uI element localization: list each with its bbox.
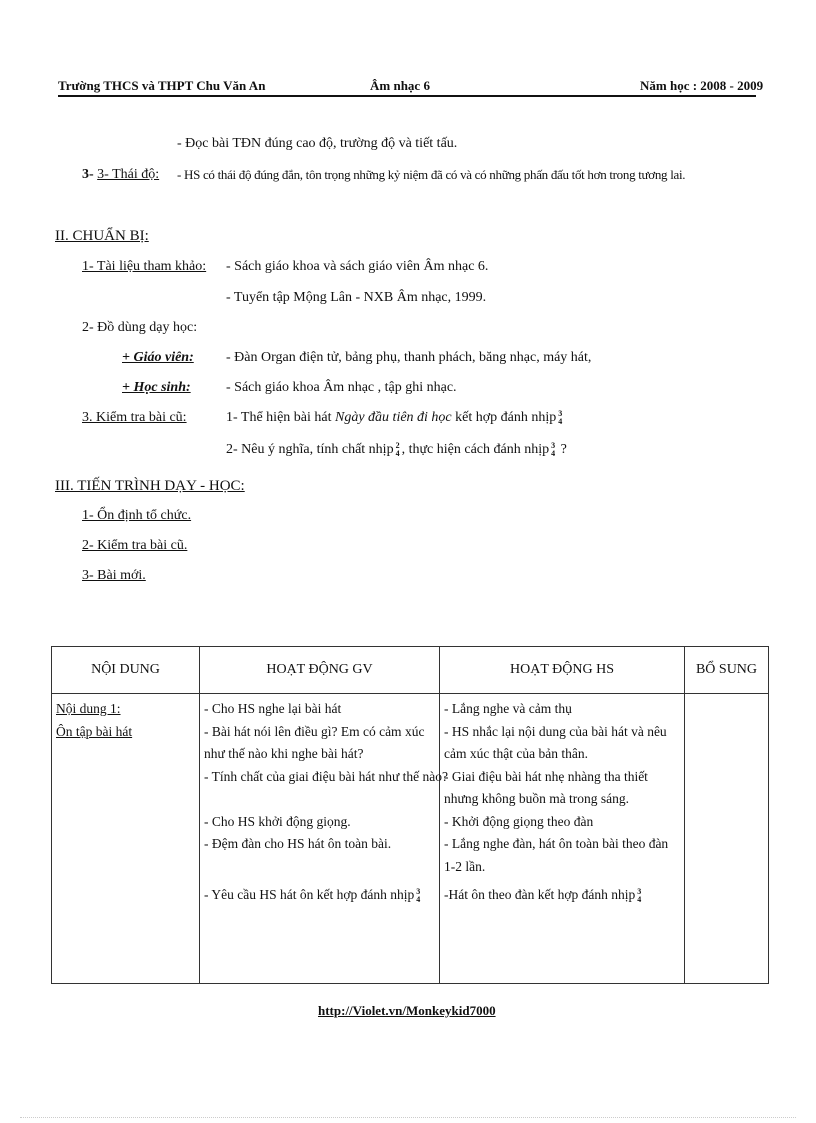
ref-label: 1- Tài liệu tham khảo: — [82, 259, 207, 274]
school-name: Trường THCS và THPT Chu Văn An — [58, 78, 266, 93]
time-signature-3-4: 3 4 — [637, 886, 642, 904]
page-bottom-divider — [20, 1117, 796, 1118]
prep-heading: II. CHUẨN BỊ: — [55, 228, 149, 244]
header-teacher-activity: HOẠT ĐỘNG GV — [200, 647, 440, 694]
process-step-1: 1- Ổn định tổ chức. — [82, 508, 192, 523]
teacher-label: + Giáo viên: — [122, 350, 194, 365]
check-2-mid: , thực hiện cách đánh nhịp — [401, 442, 550, 458]
table-row — [52, 694, 769, 984]
hs-item: - HS nhắc lại nội dung của bài hát và nêu cảm xúc thật của bản thân. — [444, 723, 667, 761]
gv-item: - Tính chất của giai điệu bài hát như thế nào? — [204, 768, 448, 784]
hs-item: - Lắng nghe và cảm thụ — [444, 701, 572, 716]
gv-item: - Cho HS khởi động giọng. — [204, 813, 351, 829]
student-label: + Học sinh: — [122, 380, 191, 395]
check-item-1 — [226, 410, 564, 426]
check-1-pre: 1- Thể hiện bài hát — [226, 410, 335, 426]
footer-link[interactable]: http://Violet.vn/Monkeykid7000 — [318, 1003, 496, 1018]
hs-item-last: -Hát ôn theo đàn kết hợp đánh nhịp 3 4 — [444, 886, 642, 904]
header-student-activity: HOẠT ĐỘNG HS — [440, 647, 685, 694]
hs-item: - Giai điệu bài hát nhẹ nhàng tha thiết nhưng không buồn mà trong sáng. — [444, 768, 648, 806]
time-signature-3-4: 3 4 — [558, 409, 563, 426]
header-content: NỘI DUNG — [52, 647, 200, 694]
time-signature-2-4: 2 4 — [395, 441, 400, 458]
check-label: 3. Kiểm tra bài cũ: — [82, 410, 187, 425]
attitude-text: - HS có thái độ đúng đắn, tôn trọng những kỷ niệm đã có và có những phấn đấu tốt hơn trong tương lai. — [177, 167, 686, 182]
process-step-3: 3- Bài mới. — [82, 568, 146, 583]
notes-cell — [685, 694, 769, 984]
header-divider — [58, 95, 756, 97]
content-title: Nội dung 1: — [56, 701, 121, 716]
attitude-label: 3- 3- Thái độ: — [82, 167, 160, 182]
content-subtitle: Ôn tập bài hát — [56, 723, 133, 739]
hs-item: - Khởi động giọng theo đàn — [444, 813, 594, 829]
time-signature-3-4: 3 4 — [551, 441, 556, 458]
hs-item: - Lắng nghe đàn, hát ôn toàn bài theo đàn 1-2 lần. — [444, 836, 669, 874]
process-step-2: 2- Kiểm tra bài cũ. — [82, 538, 188, 553]
ref-item-2: - Tuyển tập Mộng Lân - NXB Âm nhạc, 1999. — [226, 290, 487, 305]
table-header-row — [52, 647, 769, 694]
ref-item-1: - Sách giáo khoa và sách giáo viên Âm nhạc 6. — [226, 259, 489, 274]
teacher-text: - Đàn Organ điện tử, bảng phụ, thanh phách, băng nhạc, máy hát, — [226, 350, 592, 365]
gv-item: - Cho HS nghe lại bài hát — [204, 701, 342, 716]
header-notes: BỔ SUNG — [685, 647, 769, 694]
lesson-table — [51, 646, 769, 984]
student-text: - Sách giáo khoa Âm nhạc , tập ghi nhạc. — [226, 380, 457, 395]
gv-item: - Đệm đàn cho HS hát ôn toàn bài. — [204, 836, 392, 851]
teacher-activity-cell — [200, 694, 448, 984]
subject-title: Âm nhạc 6 — [370, 78, 430, 93]
content-cell — [52, 694, 200, 984]
attitude-label-text: 3- Thái độ: — [97, 167, 160, 182]
school-year: Năm học : 2008 - 2009 — [640, 78, 764, 93]
student-activity-cell — [440, 694, 685, 984]
check-1-post: kết hợp đánh nhịp — [451, 410, 557, 426]
check-item-2 — [226, 442, 567, 458]
check-2-post: ? — [557, 442, 567, 458]
check-1-song: Ngày đầu tiên đi học — [335, 410, 452, 426]
gv-item-last: - Yêu cầu HS hát ôn kết hợp đánh nhịp 3 4 — [204, 886, 421, 904]
skill-line: - Đọc bài TĐN đúng cao độ, trường độ và tiết tấu. — [177, 136, 458, 151]
time-signature-3-4: 3 4 — [416, 886, 421, 904]
check-2-pre: 2- Nêu ý nghĩa, tính chất nhịp — [226, 442, 394, 458]
process-heading: III. TIẾN TRÌNH DẠY - HỌC: — [55, 478, 245, 494]
tools-label: 2- Đồ dùng dạy học: — [82, 320, 198, 335]
gv-item: - Bài hát nói lên điều gì? Em có cảm xúc như thế nào khi nghe bài hát? — [204, 723, 425, 761]
